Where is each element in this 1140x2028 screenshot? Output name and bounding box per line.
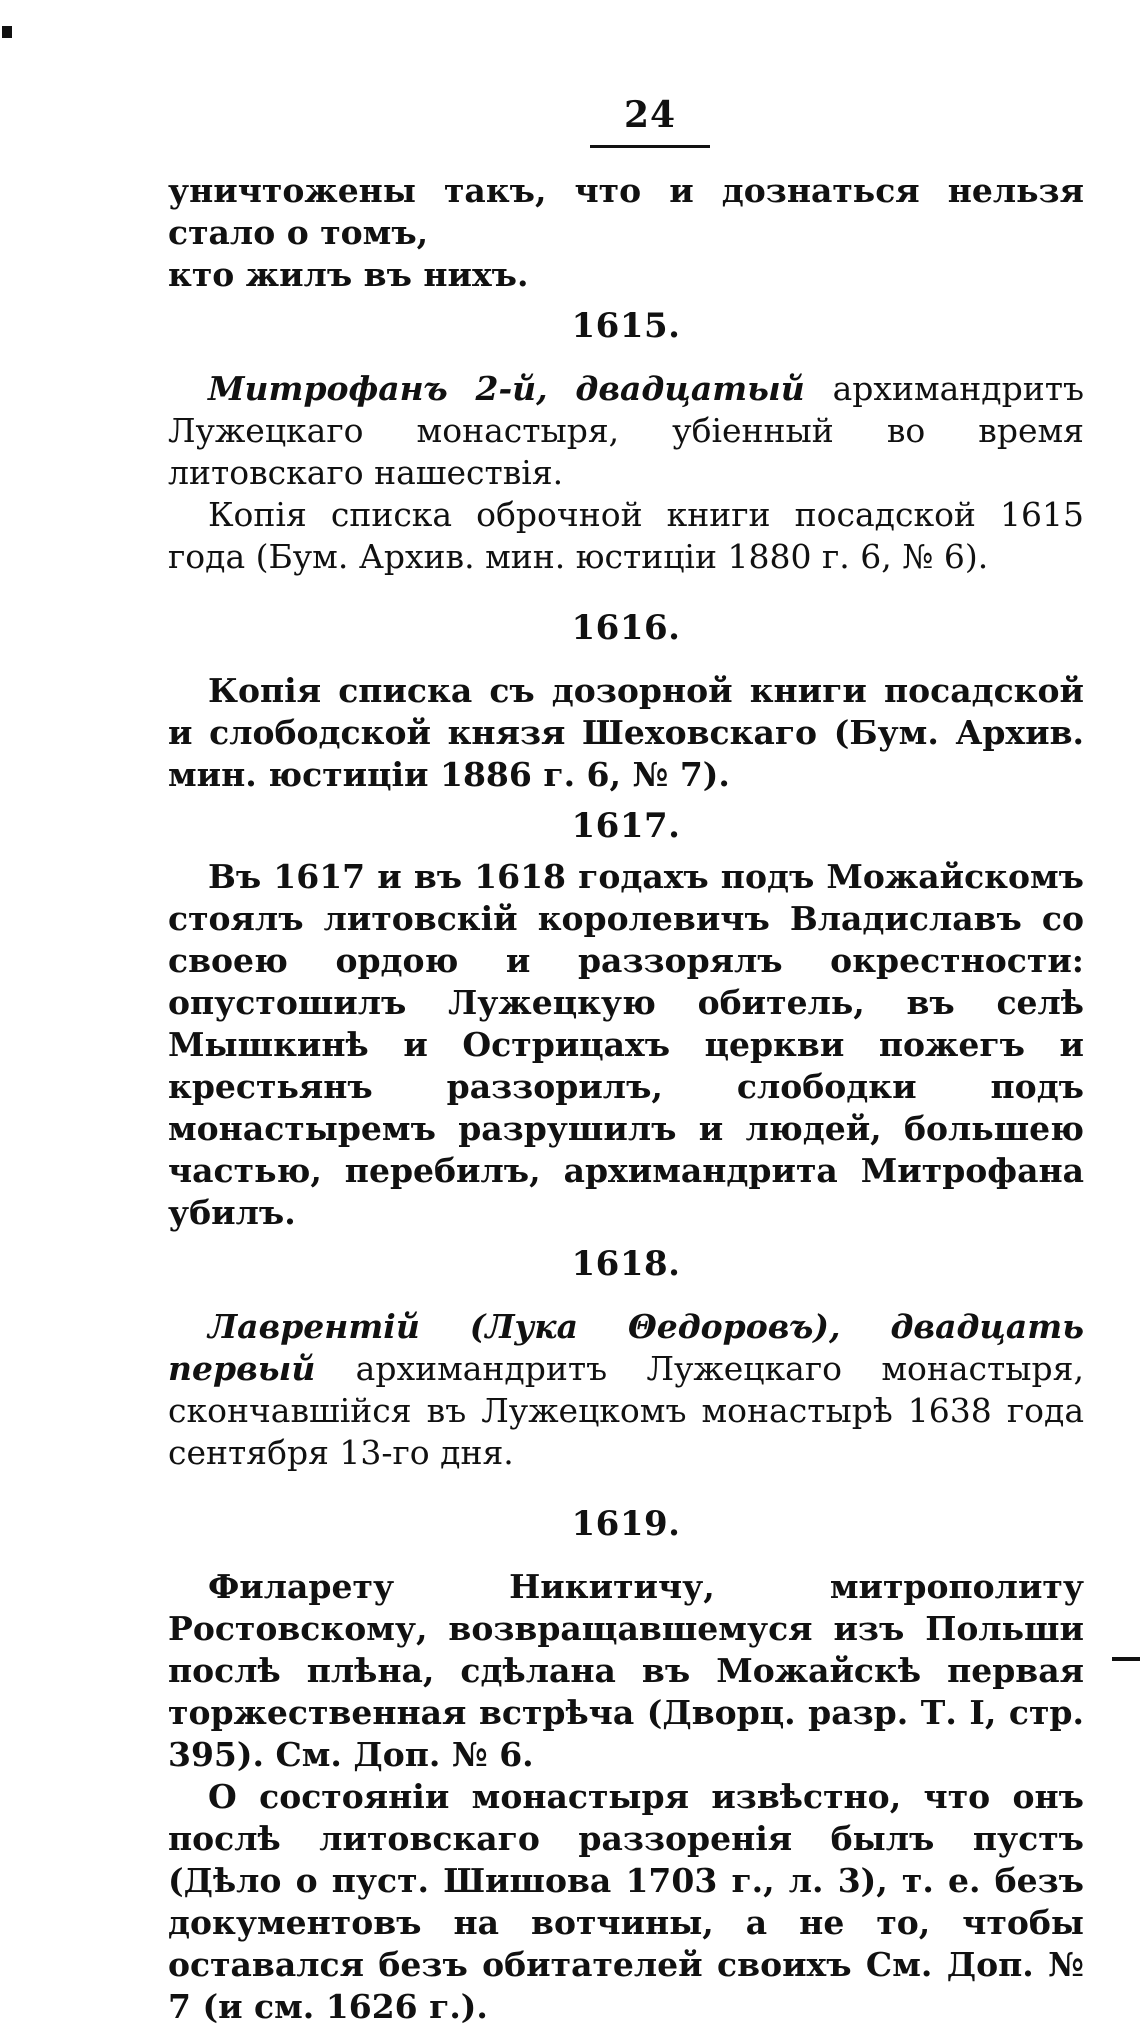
page-number-rule — [590, 145, 710, 148]
intro-line: уничтожены такъ, что и дознаться нельзя стало о томъ, — [168, 171, 1084, 252]
year-heading-1616: 1616. — [571, 608, 681, 648]
page-number: 24 — [623, 94, 677, 136]
entry-name: Лаврентій (Лука Θедоровъ), двадцать первый — [168, 1307, 1084, 1388]
scan-mark — [1112, 1657, 1140, 1661]
intro-line: кто жилъ въ нихъ. — [168, 255, 529, 294]
year-heading-1619: 1619. — [571, 1504, 681, 1544]
entry-paragraph-1619: Филарету Никитичу, митрополиту Ростовскому, возвращавшемуся изъ Польши послѣ плѣна, сдѣлана въ Можайскѣ первая торжественная встрѣча (Дворц. разр. Т. I, стр. 395). См. Доп. № 6. — [168, 1567, 1084, 1774]
entry-text: архимандритъ Лужецкаго монастыря, скончавшійся въ Лужецкомъ монастырѣ 1638 года сентября 13-го дня. — [168, 1349, 1084, 1472]
year-heading-1615: 1615. — [571, 306, 681, 346]
entry-paragraph-1616: Копія списка съ дозорной книги посадской и слободской князя Шеховскаго (Бум. Архив. мин. юстиціи 1886 г. 6, № 7). — [168, 671, 1084, 794]
year-heading-1618: 1618. — [571, 1244, 681, 1284]
scan-mark — [2, 26, 12, 38]
entry-paragraph-1615-source: Копія списка оброчной книги посадской 1615 года (Бум. Архив. мин. юстиціи 1880 г. 6, № 6). — [168, 495, 1084, 576]
entry-paragraph-1615 — [168, 368, 1084, 494]
entry-text: архимандритъ Лужецкаго монастыря, убіенный во время литовскаго нашествія. — [168, 369, 1084, 492]
entry-paragraph-1617: Въ 1617 и въ 1618 годахъ подъ Можайскомъ стоялъ литовскій королевичъ Владиславъ со своею ордою и раззорялъ окрестности: опустошилъ Лужецкую обитель, въ селѣ Мышкинѣ и Острицахъ церкви пожегъ и крестьянъ раззорилъ, слободки подъ монастыремъ разрушилъ и людей, большею частью, перебилъ, архимандрита Митрофана убилъ. — [168, 857, 1084, 1232]
intro-paragraph — [168, 170, 1084, 296]
entry-paragraph-1618 — [168, 1306, 1084, 1474]
entry-name: Митрофанъ 2-й, двадцатый — [208, 369, 805, 408]
text-column — [168, 170, 1084, 2028]
entry-paragraph-1619-note: О состояніи монастыря извѣстно, что онъ послѣ литовскаго раззоренія былъ пустъ (Дѣло о пуст. Шишова 1703 г., л. 3), т. е. безъ документовъ на вотчины, а не то, чтобы оставался безъ обитателей своихъ См. Доп. № 7 (и см. 1626 г.). — [168, 1777, 1084, 2026]
year-heading-1617: 1617. — [571, 806, 681, 846]
